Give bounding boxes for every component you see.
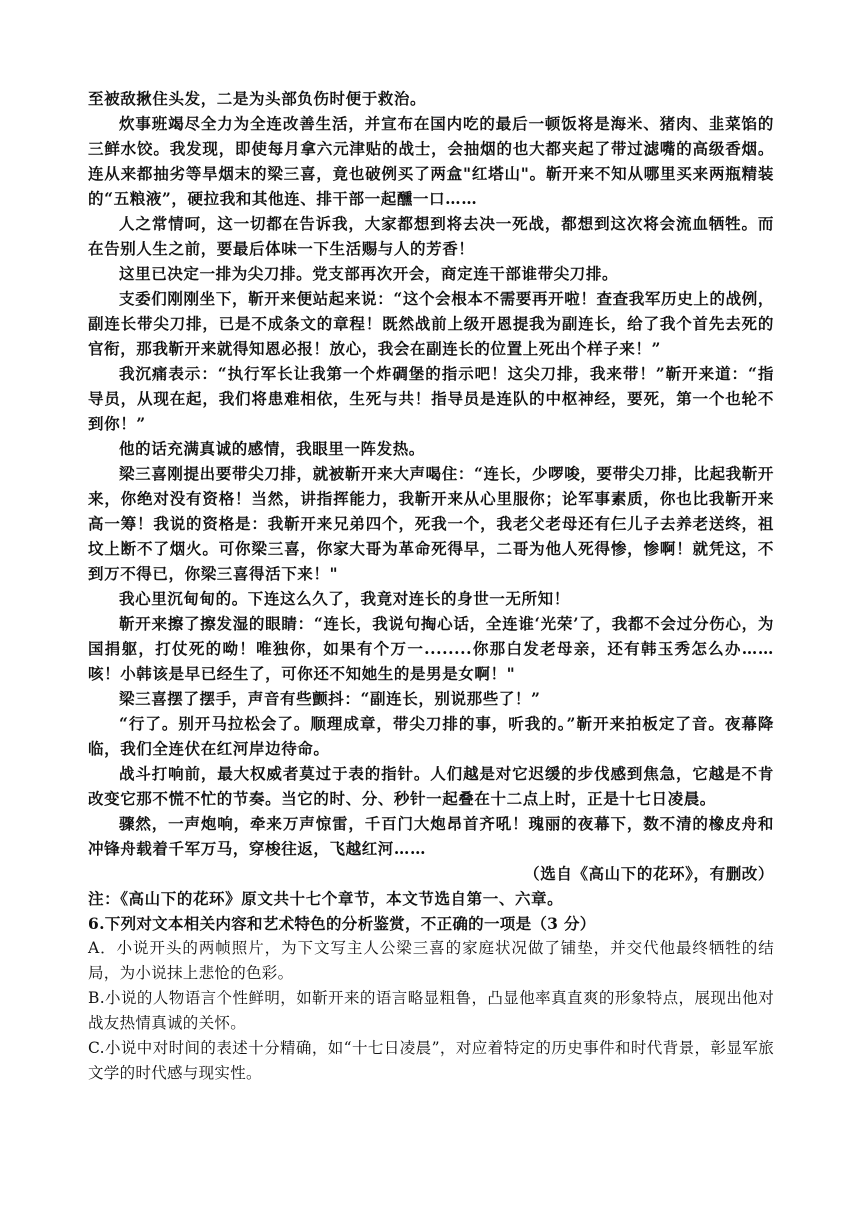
question-option-a: A．小说开头的两帧照片，为下文写主人公梁三喜的家庭状况做了铺垫，并交代他最终牺牲的结局，为小说抹上悲怆的色彩。 [88,939,774,982]
story-paragraph: 梁三喜摆了摆手，声音有些颤抖：“副连长，别说那些了！” [119,689,541,708]
story-paragraph: 骤然，一声炮响，牵来万声惊雷，千百门大炮昂首齐吼！瑰丽的夜幕下，数不清的橡皮舟和冲锋舟载着千军万马，穿梭往返，飞越红河…… [88,814,774,858]
story-paragraph: 战斗打响前，最大权威者莫过于表的指针。人们越是对它迟缓的步伐感到焦急，它越是不肯改变它那不慌不忙的节奏。当它的时、分、秒针一起叠在十二点上时，正是十七日凌晨。 [88,764,774,808]
story-paragraph: 支委们刚刚坐下，靳开来便站起来说：“这个会根本不需要再开啦！查查我军历史上的战例，副连长带尖刀排，已是不成条文的章程！既然战前上级开恩提我为副连长，给了我个首先去死的官衔，那我靳开来就得知恩必报！放心，我会在副连长的位置上死出个样子来！” [88,289,774,358]
footnote: 注：《高山下的花环》原文共十七个章节，本文节选自第一、六章。 [88,889,564,908]
question-option-b: B.小说的人物语言个性鲜明，如靳开来的语言略显粗鲁，凸显他率真直爽的形象特点，展现出他对战友热情真诚的关怀。 [88,989,774,1032]
story-paragraph: 这里已决定一排为尖刀排。党支部再次开会，商定连干部谁带尖刀排。 [119,264,619,283]
question-option-c: C.小说中对时间的表述十分精确，如“十七日凌晨”，对应着特定的历史事件和时代背景，彰显军旅文学的时代感与现实性。 [88,1039,774,1082]
story-paragraph: 靳开来擦了擦发湿的眼睛：“连长，我说句掏心话，全连谁‘光荣’了，我都不会过分伤心，为国捐躯，打仗死的呦！唯独你，如果有个万一........你那白发老母亲，还有韩玉秀怎么办……咳！小韩该是早已经生了，可你还不知她生的是男是女啊！" [88,614,774,683]
story-paragraph: 他的话充满真诚的感情，我眼里一阵发热。 [119,439,425,458]
document-page [88,86,774,1086]
story-paragraph: 我沉痛表示：“执行军长让我第一个炸碉堡的指示吧！这尖刀排，我来带！”靳开来道：“指导员，从现在起，我们将患难相依，生死与共！指导员是连队的中枢神经，要死，第一个也轮不到你！” [88,364,774,433]
question-title: 6.下列对文本相关内容和艺术特色的分析鉴赏，不正确的一项是（3 分） [88,914,596,933]
story-paragraph: 梁三喜刚提出要带尖刀排，就被靳开来大声喝住：“连长，少啰唆，要带尖刀排，比起我靳开来，你绝对没有资格！当然，讲指挥能力，我靳开来从心里服你；论军事素质，你也比我靳开来高一筹！我说的资格是：我靳开来兄弟四个，死我一个，我老父老母还有仨儿子去养老送终，祖坟上断不了烟火。可你梁三喜，你家大哥为革命死得早，二哥为他人死得惨，惨啊！就凭这，不到万不得已，你梁三喜得活下来！" [88,464,774,583]
story-paragraph: 至被敌揪住头发，二是为头部负伤时便于救治。 [88,89,427,108]
story-paragraph: 人之常情呵，这一切都在告诉我，大家都想到将去决一死战，都想到这次将会流血牺牲。而在告别人生之前，要最后体味一下生活赐与人的芳香！ [88,214,774,258]
question-block [88,911,774,1086]
story-paragraph: 我心里沉甸甸的。下连这么久了，我竟对连长的身世一无所知！ [119,589,570,608]
source-citation: （选自《高山下的花环》，有删改） [524,864,774,883]
story-paragraph: “行了。别开马拉松会了。顺理成章，带尖刀排的事，听我的。”靳开来拍板定了音。夜幕降临，我们全连伏在红河岸边待命。 [88,714,774,758]
story-paragraph: 炊事班竭尽全力为全连改善生活，并宣布在国内吃的最后一顿饭将是海米、猪肉、韭菜馅的三鲜水饺。我发现，即使每月拿六元津贴的战士，会抽烟的也大都夹起了带过滤嘴的高级香烟。连从来都抽劣等旱烟末的梁三喜，竟也破例买了两盒"红塔山"。靳开来不知从哪里买来两瓶精装的“五粮液”，硬拉我和其他连、排干部一起醺一口…… [88,114,774,208]
